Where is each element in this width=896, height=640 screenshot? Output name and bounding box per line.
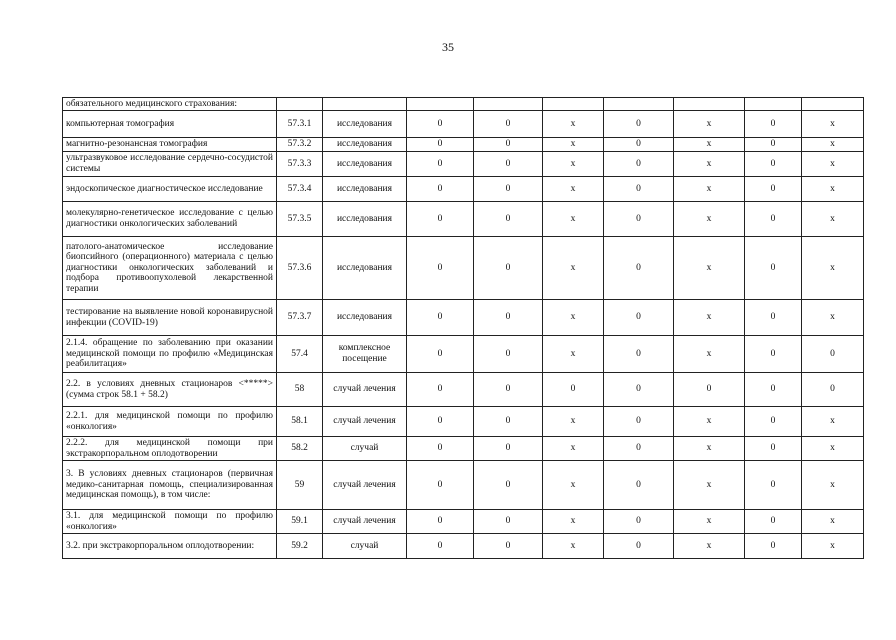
row-value-cell: 0 (745, 111, 802, 138)
row-value-cell: 0 (543, 373, 604, 407)
row-value-cell: 0 (745, 336, 802, 373)
row-value-cell: 0 (474, 461, 543, 510)
row-unit-cell: исследования (323, 202, 407, 237)
table-row (63, 152, 864, 177)
row-value-cell (674, 98, 745, 111)
row-value-cell: x (674, 202, 745, 237)
row-value-cell: 0 (604, 407, 674, 437)
row-name-cell: ультразвуковое исследование сердечно-сосудистой системы (63, 152, 277, 177)
row-value-cell: 0 (745, 534, 802, 559)
row-value-cell: x (802, 461, 864, 510)
row-value-cell: 0 (745, 138, 802, 152)
row-value-cell: x (802, 152, 864, 177)
row-value-cell: x (802, 437, 864, 461)
row-code-cell: 58.1 (277, 407, 323, 437)
row-value-cell: 0 (745, 373, 802, 407)
row-name-cell: 2.2.2. для медицинской помощи при экстракорпоральном оплодотворении (63, 437, 277, 461)
row-value-cell: 0 (802, 336, 864, 373)
row-value-cell: x (674, 152, 745, 177)
row-value-cell: 0 (604, 437, 674, 461)
row-value-cell: 0 (745, 510, 802, 534)
table-row (63, 202, 864, 237)
row-value-cell (543, 98, 604, 111)
row-value-cell: 0 (474, 437, 543, 461)
row-value-cell: x (543, 237, 604, 300)
row-value-cell: x (674, 111, 745, 138)
row-code-cell: 57.3.2 (277, 138, 323, 152)
row-value-cell: x (802, 202, 864, 237)
row-value-cell: 0 (604, 237, 674, 300)
row-unit-cell: исследования (323, 177, 407, 202)
row-value-cell: 0 (407, 437, 474, 461)
row-name-cell: 2.2. в условиях дневных стационаров <*****> (сумма строк 58.1 + 58.2) (63, 373, 277, 407)
row-code-cell: 59.2 (277, 534, 323, 559)
row-unit-cell: исследования (323, 138, 407, 152)
row-value-cell: 0 (802, 373, 864, 407)
row-name-cell: тестирование на выявление новой коронавирусной инфекции (COVID-19) (63, 300, 277, 336)
table-row (63, 336, 864, 373)
row-code-cell: 57.3.6 (277, 237, 323, 300)
row-value-cell: x (802, 300, 864, 336)
table-row (63, 177, 864, 202)
row-value-cell: x (674, 407, 745, 437)
row-value-cell: x (674, 177, 745, 202)
row-value-cell: x (674, 300, 745, 336)
table-row (63, 461, 864, 510)
row-value-cell: x (543, 138, 604, 152)
row-value-cell (474, 98, 543, 111)
row-code-cell: 57.3.1 (277, 111, 323, 138)
row-value-cell: 0 (745, 202, 802, 237)
row-code-cell: 59 (277, 461, 323, 510)
row-value-cell: 0 (474, 237, 543, 300)
row-value-cell: x (802, 177, 864, 202)
row-name-cell: 3.1. для медицинской помощи по профилю «онкология» (63, 510, 277, 534)
row-value-cell: 0 (407, 407, 474, 437)
data-table (62, 97, 864, 559)
row-value-cell: x (543, 300, 604, 336)
row-unit-cell: случай лечения (323, 373, 407, 407)
table-row (63, 237, 864, 300)
row-value-cell: 0 (745, 152, 802, 177)
row-value-cell: 0 (407, 237, 474, 300)
row-value-cell: 0 (474, 373, 543, 407)
row-value-cell: x (802, 534, 864, 559)
row-value-cell: 0 (407, 111, 474, 138)
row-value-cell (802, 98, 864, 111)
row-value-cell: 0 (474, 111, 543, 138)
row-value-cell (604, 98, 674, 111)
row-unit-cell: исследования (323, 237, 407, 300)
row-value-cell: x (543, 461, 604, 510)
row-code-cell (277, 98, 323, 111)
table-body (63, 98, 864, 559)
row-value-cell: 0 (745, 437, 802, 461)
row-value-cell: 0 (604, 534, 674, 559)
row-value-cell: x (543, 407, 604, 437)
row-code-cell: 57.4 (277, 336, 323, 373)
row-value-cell: 0 (474, 407, 543, 437)
row-value-cell: 0 (604, 336, 674, 373)
row-unit-cell: исследования (323, 111, 407, 138)
row-value-cell: 0 (407, 336, 474, 373)
row-value-cell: 0 (407, 202, 474, 237)
row-value-cell: 0 (474, 300, 543, 336)
row-name-cell: 3. В условиях дневных стационаров (первичная медико-санитарная помощь, специализированная медицинская помощь), в том числе: (63, 461, 277, 510)
row-value-cell: 0 (474, 152, 543, 177)
row-unit-cell: случай лечения (323, 510, 407, 534)
row-unit-cell: исследования (323, 300, 407, 336)
row-name-cell: магнитно-резонансная томография (63, 138, 277, 152)
row-value-cell: x (543, 177, 604, 202)
row-value-cell: x (543, 534, 604, 559)
row-value-cell: 0 (407, 152, 474, 177)
row-value-cell: x (802, 237, 864, 300)
row-name-cell: молекулярно-генетическое исследование с целью диагностики онкологических заболеваний (63, 202, 277, 237)
row-value-cell: x (802, 111, 864, 138)
row-unit-cell: случай лечения (323, 407, 407, 437)
row-value-cell: 0 (474, 138, 543, 152)
row-value-cell: 0 (474, 336, 543, 373)
table-row (63, 300, 864, 336)
row-value-cell: 0 (604, 111, 674, 138)
row-value-cell (407, 98, 474, 111)
row-value-cell: x (543, 510, 604, 534)
row-value-cell: 0 (674, 373, 745, 407)
row-value-cell: 0 (407, 177, 474, 202)
row-value-cell: 0 (407, 510, 474, 534)
row-name-cell: эндоскопическое диагностическое исследование (63, 177, 277, 202)
row-name-cell: 2.1.4. обращение по заболеванию при оказании медицинской помощи по профилю «Медицинская реабилитация» (63, 336, 277, 373)
row-value-cell: 0 (745, 237, 802, 300)
row-value-cell: 0 (604, 461, 674, 510)
row-value-cell: 0 (604, 300, 674, 336)
row-value-cell: x (543, 111, 604, 138)
row-value-cell: 0 (407, 534, 474, 559)
row-code-cell: 57.3.3 (277, 152, 323, 177)
row-value-cell: 0 (474, 534, 543, 559)
row-unit-cell: случай (323, 534, 407, 559)
row-name-cell: обязательного медицинского страхования: (63, 98, 277, 111)
row-value-cell: 0 (474, 202, 543, 237)
row-value-cell: x (543, 437, 604, 461)
row-name-cell: 2.2.1. для медицинской помощи по профилю «онкология» (63, 407, 277, 437)
row-value-cell: 0 (745, 300, 802, 336)
row-value-cell: 0 (604, 373, 674, 407)
row-value-cell: x (543, 202, 604, 237)
row-code-cell: 57.3.7 (277, 300, 323, 336)
row-value-cell: x (802, 407, 864, 437)
row-value-cell: x (674, 510, 745, 534)
row-unit-cell: комплексное посещение (323, 336, 407, 373)
row-value-cell: x (674, 461, 745, 510)
table-row (63, 407, 864, 437)
row-value-cell: 0 (407, 373, 474, 407)
row-unit-cell (323, 98, 407, 111)
row-value-cell: 0 (604, 138, 674, 152)
row-value-cell: 0 (407, 461, 474, 510)
table-row (63, 437, 864, 461)
row-name-cell: компьютерная томография (63, 111, 277, 138)
row-value-cell: 0 (745, 177, 802, 202)
table-row (63, 98, 864, 111)
row-value-cell: 0 (604, 152, 674, 177)
row-value-cell: 0 (474, 177, 543, 202)
row-value-cell: 0 (745, 461, 802, 510)
table-row (63, 510, 864, 534)
row-value-cell: 0 (407, 300, 474, 336)
row-value-cell: x (802, 138, 864, 152)
row-name-cell: 3.2. при экстракорпоральном оплодотворении: (63, 534, 277, 559)
row-value-cell (745, 98, 802, 111)
row-code-cell: 58.2 (277, 437, 323, 461)
row-code-cell: 57.3.4 (277, 177, 323, 202)
row-unit-cell: случай (323, 437, 407, 461)
row-name-cell: патолого-анатомическое исследование биопсийного (операционного) материала с целью диагностики онкологических заболеваний и подбора противоопухолевой лекарственной терапии (63, 237, 277, 300)
row-value-cell: x (802, 510, 864, 534)
row-value-cell: 0 (407, 138, 474, 152)
row-value-cell: 0 (745, 407, 802, 437)
row-value-cell: x (543, 336, 604, 373)
row-value-cell: 0 (604, 510, 674, 534)
page-number: 35 (442, 40, 454, 54)
row-value-cell: 0 (604, 202, 674, 237)
row-value-cell: x (674, 237, 745, 300)
table-row (63, 373, 864, 407)
row-code-cell: 58 (277, 373, 323, 407)
row-value-cell: 0 (474, 510, 543, 534)
row-value-cell: x (543, 152, 604, 177)
row-value-cell: x (674, 138, 745, 152)
row-value-cell: 0 (604, 177, 674, 202)
table-row (63, 534, 864, 559)
row-value-cell: x (674, 534, 745, 559)
row-value-cell: x (674, 437, 745, 461)
table-row (63, 111, 864, 138)
row-unit-cell: случай лечения (323, 461, 407, 510)
row-unit-cell: исследования (323, 152, 407, 177)
table-row (63, 138, 864, 152)
row-code-cell: 59.1 (277, 510, 323, 534)
row-code-cell: 57.3.5 (277, 202, 323, 237)
row-value-cell: x (674, 336, 745, 373)
